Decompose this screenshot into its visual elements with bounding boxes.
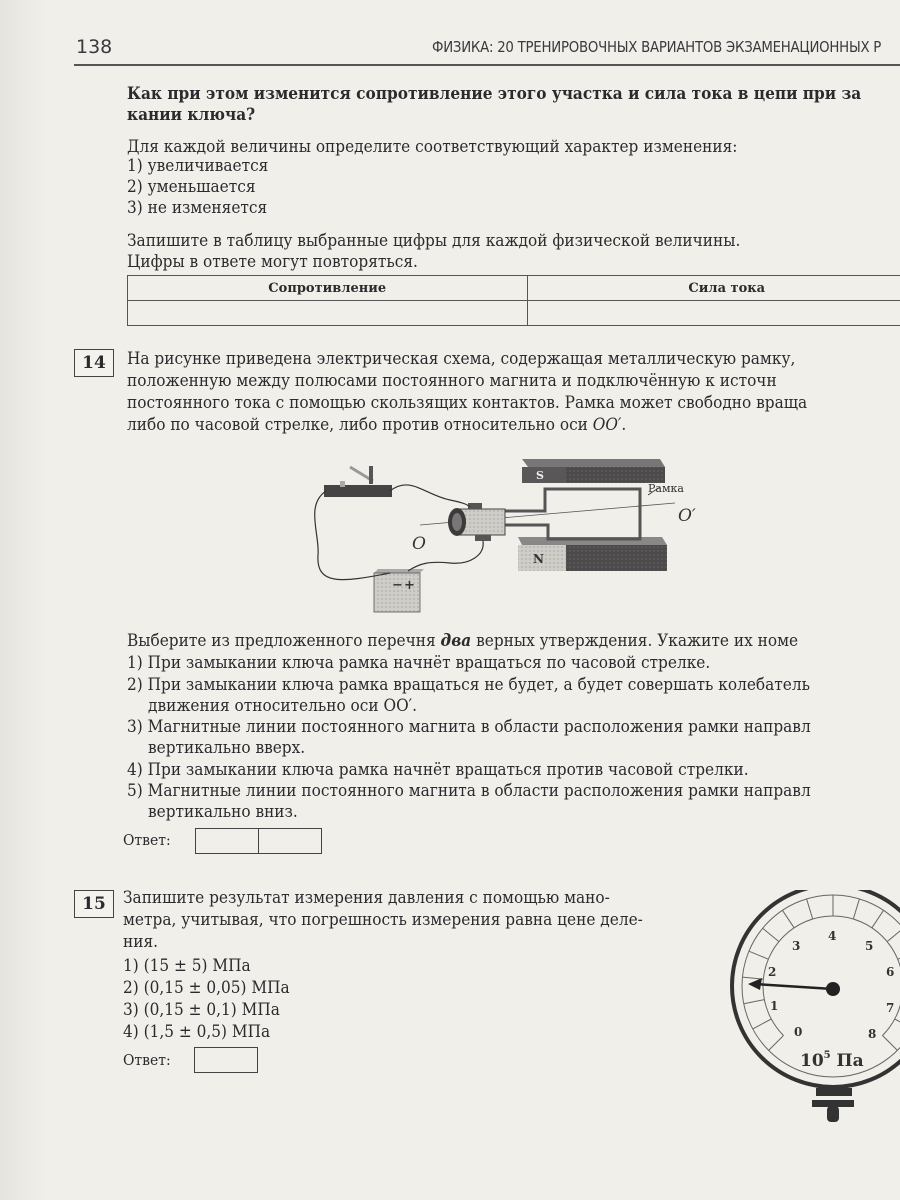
task13-option-2: 2) уменьшается — [127, 177, 256, 196]
task14-option-3-line-1: 3) Магнитные линии постоянного магнита в области расположения рамки направл — [127, 717, 811, 736]
task13-question-line-2: кании ключа? — [127, 105, 256, 124]
page-gutter-shadow — [0, 0, 48, 1200]
task14-answer-box[interactable] — [195, 828, 322, 854]
svg-text:3: 3 — [792, 939, 801, 953]
task13-instruction: Для каждой величины определите соответствующий характер изменения: — [127, 137, 738, 156]
task14-statement-line-3: постоянного тока с помощью скользящих контактов. Рамка может свободно враща — [127, 393, 808, 412]
task14-statement-line-1: На рисунке приведена электрическая схема, содержащая металлическую рамку, — [127, 349, 796, 368]
magnet-north-pole — [518, 537, 667, 571]
task-number-14: 14 — [74, 349, 114, 377]
svg-text:1: 1 — [770, 999, 779, 1013]
task13-table-instruction-1: Запишите в таблицу выбранные цифры для каждой физической величины. — [127, 231, 741, 250]
task14-option-1: 1) При замыкании ключа рамка начнёт вращаться по часовой стрелке. — [127, 653, 711, 672]
task15-answer-label: Ответ: — [123, 1051, 171, 1069]
task13-option-1: 1) увеличивается — [127, 156, 269, 175]
task14-option-2-line-2: движения относительно оси OO′. — [148, 696, 418, 715]
axis-label-inline: OO′ — [592, 415, 622, 434]
choose-emphasis: два — [440, 631, 472, 650]
table-header-resistance: Сопротивление — [128, 276, 528, 301]
magnet-s-label: S — [536, 469, 544, 482]
task14-statement-line-4-text: либо по часовой стрелке, либо против относительно оси — [127, 415, 593, 434]
task15-option-2: 2) (0,15 ± 0,05) МПа — [123, 978, 290, 997]
header-divider — [74, 64, 900, 66]
table-cell-current-answer[interactable] — [527, 301, 900, 326]
axis-end-label: O′ — [678, 506, 696, 526]
battery-plus-label: + — [404, 578, 415, 593]
svg-text:8: 8 — [868, 1027, 877, 1041]
task14-answer-cell-1[interactable] — [196, 829, 258, 853]
page-number: 138 — [76, 36, 113, 58]
task13-option-3: 3) не изменяется — [127, 198, 268, 217]
task14-option-5-line-1: 5) Магнитные линии постоянного магнита в области расположения рамки направл — [127, 781, 811, 800]
running-head: ФИЗИКА: 20 ТРЕНИРОВОЧНЫХ ВАРИАНТОВ ЭКЗАМЕНАЦИОННЫХ Р — [432, 38, 882, 56]
manometer-gauge — [720, 890, 900, 1140]
gauge-unit-label: $10^5$ Па — [800, 1050, 864, 1071]
switch-key — [324, 466, 392, 497]
task15-answer-box[interactable] — [194, 1047, 258, 1073]
task14-answer-label: Ответ: — [123, 831, 171, 849]
svg-text:4: 4 — [828, 929, 837, 943]
task15-answer-cell[interactable] — [195, 1048, 257, 1072]
task15-option-1: 1) (15 ± 5) МПа — [123, 956, 251, 975]
task15-option-4: 4) (1,5 ± 0,5) МПа — [123, 1022, 271, 1041]
frame-label: Рамка — [648, 482, 684, 495]
task13-table-instruction-2: Цифры в ответе могут повторяться. — [127, 252, 418, 271]
magnet-n-label: N — [533, 552, 544, 566]
rotating-frame — [505, 489, 640, 539]
task14-option-4: 4) При замыкании ключа рамка начнёт вращаться против часовой стрелки. — [127, 760, 749, 779]
svg-text:5: 5 — [865, 939, 874, 953]
task-number-15: 15 — [74, 890, 114, 918]
task15-option-3: 3) (0,15 ± 0,1) МПа — [123, 1000, 280, 1019]
task14-option-5-line-2: вертикально вниз. — [148, 802, 298, 821]
svg-text:0: 0 — [794, 1025, 803, 1039]
battery-minus-label: − — [392, 578, 403, 593]
task14-option-2-line-1: 2) При замыкании ключа рамка вращаться не будет, а будет совершать колебатель — [127, 675, 810, 694]
task14-answer-cell-2[interactable] — [258, 829, 321, 853]
task14-choose-instruction — [127, 630, 798, 651]
axis-start-label: O — [412, 534, 426, 554]
task14-statement-line-2: положенную между полюсами постоянного магнита и подключённую к источн — [127, 371, 777, 390]
task15-statement-line-1: Запишите результат измерения давления с помощью мано- — [123, 888, 610, 907]
task15-statement-line-3: ния. — [123, 932, 159, 951]
choose-prefix: Выберите из предложенного перечня — [127, 631, 441, 650]
gauge-needle — [748, 978, 840, 996]
table-header-current: Сила тока — [527, 276, 900, 301]
task13-answer-table — [127, 275, 900, 326]
sliding-contacts — [448, 503, 505, 541]
choose-suffix: верных утверждения. Укажите их номе — [471, 631, 799, 650]
circuit-figure — [300, 445, 720, 625]
magnet-south-pole — [522, 459, 665, 483]
svg-text:7: 7 — [886, 1001, 895, 1015]
task14-statement-line-4 — [127, 414, 626, 435]
period: . — [621, 415, 627, 434]
task15-statement-line-2: метра, учитывая, что погрешность измерения равна цене деле- — [123, 910, 643, 929]
svg-text:6: 6 — [886, 965, 895, 979]
battery — [374, 569, 424, 612]
task14-option-3-line-2: вертикально вверх. — [148, 738, 306, 757]
task13-question-line-1: Как при этом изменится сопротивление этого участка и сила тока в цепи при за — [127, 84, 862, 103]
table-cell-resistance-answer[interactable] — [128, 301, 528, 326]
gauge-connector — [812, 1088, 854, 1122]
svg-text:2: 2 — [768, 965, 777, 979]
